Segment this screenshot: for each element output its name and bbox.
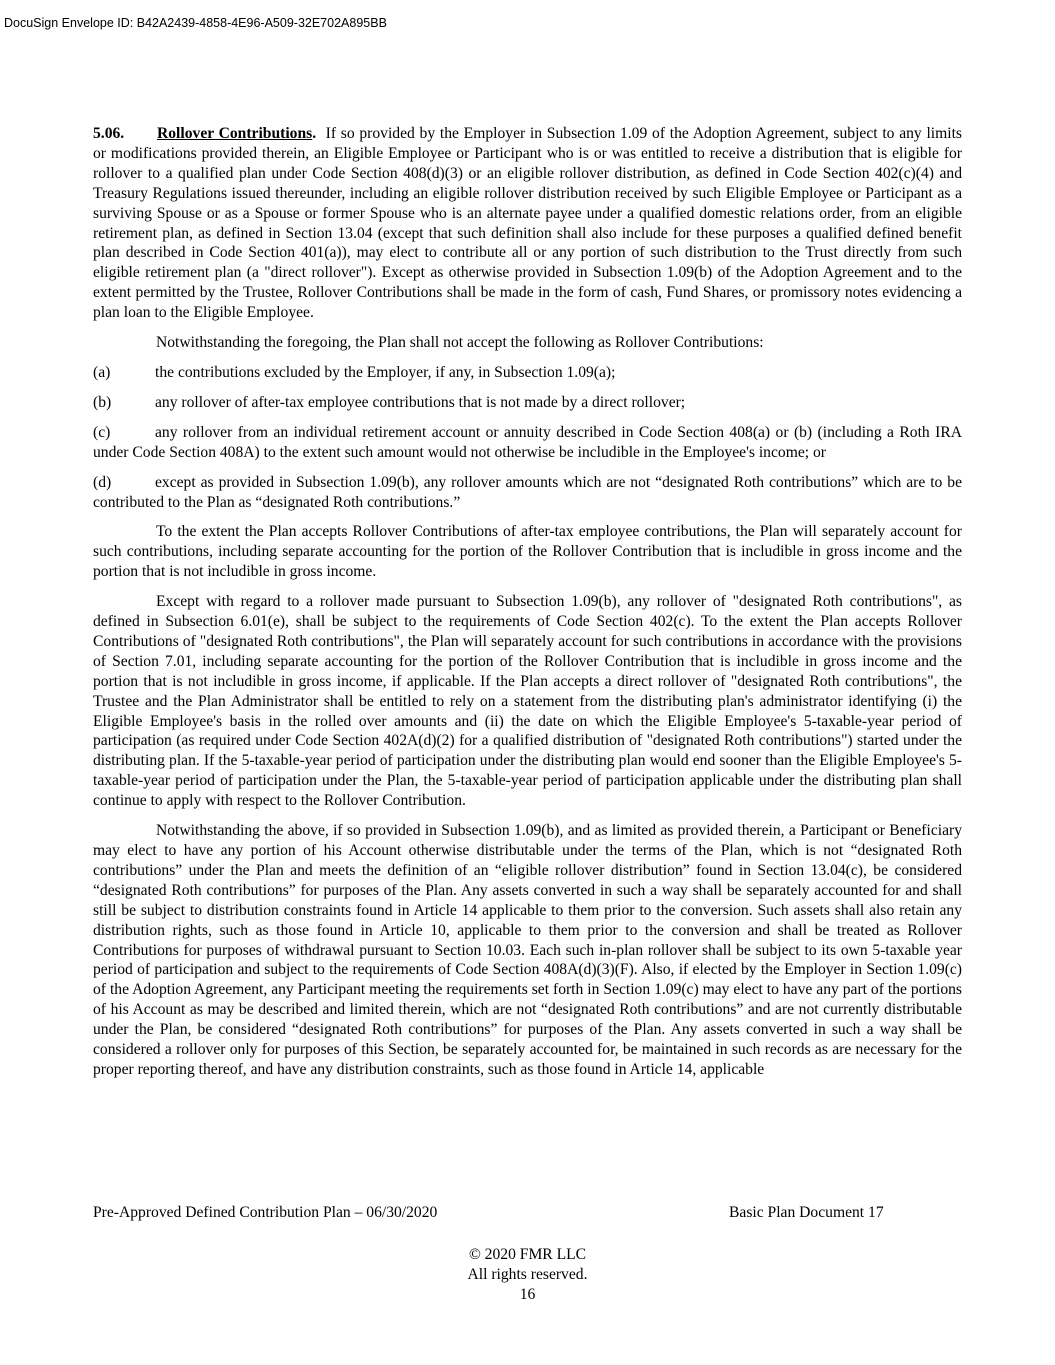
list-item-d bbox=[93, 473, 962, 513]
section-title-period: . bbox=[312, 125, 317, 142]
list-item-b bbox=[93, 393, 962, 413]
footer-copyright: © 2020 FMR LLC bbox=[468, 1246, 587, 1263]
list-mark: (c) bbox=[93, 423, 111, 441]
list-item-a bbox=[93, 363, 962, 383]
paragraph-after-tax: To the extent the Plan accepts Rollover Contributions of after-tax employee contributions, the Plan will separately account for such contributions, including separate accounting for the portion of the Rollover Contribution that is includible in gross income and the portion that is not includible in gross income. bbox=[93, 523, 962, 581]
page-number: 16 bbox=[519, 1286, 536, 1303]
notwithstanding-intro: Notwithstanding the foregoing, the Plan shall not accept the following as Rollover Contributions: bbox=[156, 334, 764, 352]
document-body bbox=[93, 124, 962, 1090]
list-text: any rollover from an individual retirement account or annuity described in Code Section 408(a) or (b) (including a Roth IRA under Code Section 408A) to the extent such amount would not otherwise be includible in the Employee's income; or bbox=[93, 423, 962, 461]
section-intro: If so provided by the Employer in Subsection 1.09 of the Adoption Agreement, subject to any limits or modifications provided therein, an Eligible Employee or Participant who is or was entitled to receive a distribution that is eligible for rollover to a qualified plan under Code Section 408(d)(3) or an eligible rollover distribution, as defined in Code Section 402(c)(4) and Treasury Regulations issued thereunder, including an eligible rollover distribution received by such Eligible Employee or Participant as a surviving Spouse or as a Spouse or former Spouse who is an alternate payee under a qualified domestic relations order, from an eligible retirement plan, as defined in Section 13.04 (except that such definition shall also include for these purposes a qualified defined benefit plan described in Code Section 401(a)), may elect to contribute all or any portion of such distribution to the Trust directly from such eligible retirement plan (a "direct rollover"). Except as otherwise provided in Subsection 1.09(b) of the Adoption Agreement and to the extent permitted by the Trustee, Rollover Contributions shall be made in the form of cash, Fund Shares, or promissory notes evidencing a plan loan to the Eligible Employee. bbox=[93, 125, 962, 322]
list-text: except as provided in Subsection 1.09(b), any rollover amounts which are not “designated Roth contributions” which are to be contributed to the Plan as “designated Roth contributions.” bbox=[93, 473, 962, 511]
footer-plan-name: Pre-Approved Defined Contribution Plan – 06/30/2020 bbox=[93, 1204, 438, 1221]
section-paragraph bbox=[93, 124, 962, 323]
list-mark: (b) bbox=[93, 393, 112, 411]
envelope-id: DocuSign Envelope ID: B42A2439-4858-4E96-A509-32E702A895BB bbox=[4, 16, 387, 30]
paragraph-in-plan-rollover: Notwithstanding the above, if so provided in Subsection 1.09(b), and as limited as provided therein, a Participant or Beneficiary may elect to have any portion of his Account otherwise distributable under the terms of the Plan, which is not “designated Roth contributions” under the Plan and meets the definition of an “eligible rollover distribution” found in Section 13.04(c), be considered “designated Roth contributions” for purposes of the Plan. Any assets converted in such a way shall be separately accounted for and shall still be subject to distribution constraints found in Article 14 applicable to them prior to the conversion. Such assets shall also retain any distribution rights, such as those found in Article 10, applicable to them prior to the conversion and shall be treated as Rollover Contributions for purposes of withdrawal pursuant to Section 10.03. Each such in-plan rollover shall be subject to its own 5-taxable year period of participation and subject to the requirements of Code Section 408A(d)(3)(F). Also, if elected by the Employer in Section 1.09(c) of the Adoption Agreement, any Participant meeting the requirements set forth in Section 1.09(c) may elect to have any part of the portions of his Account as may be described and limited therein, which are not “designated Roth contributions” and are not currently distributable under the Plan, be considered “designated Roth contributions” for purposes of the Plan. Any assets converted in such a way shall be considered a rollover only for purposes of this Section, be separately accounted for, be maintained in such records as are necessary for the proper reporting thereof, and have any distribution constraints, such as those found in Article 14, applicable bbox=[93, 822, 962, 1078]
list-mark: (a) bbox=[93, 363, 111, 381]
list-mark: (d) bbox=[93, 473, 112, 491]
section-number: 5.06. bbox=[93, 125, 125, 142]
list-item-c bbox=[93, 423, 962, 463]
footer-center bbox=[0, 1245, 1055, 1305]
footer-rights: All rights reserved. bbox=[467, 1266, 588, 1283]
footer-document-label: Basic Plan Document 17 bbox=[729, 1204, 884, 1221]
section-title: Rollover Contributions bbox=[157, 125, 313, 142]
list-text: any rollover of after-tax employee contributions that is not made by a direct rollover; bbox=[155, 393, 686, 411]
list-text: the contributions excluded by the Employer, if any, in Subsection 1.09(a); bbox=[155, 363, 616, 381]
paragraph-roth-rollover: Except with regard to a rollover made pursuant to Subsection 1.09(b), any rollover of "designated Roth contributions", as defined in Subsection 6.01(e), shall be subject to the requirements of Code Section 402(c). To the extent the Plan accepts Rollover Contributions of "designated Roth contributions", the Plan will separately account for such contributions in accordance with the provisions of Section 7.01, including separate accounting for the portion of the Rollover Contribution that is includible in gross income and the portion that is not includible in gross income, if applicable. If the Plan accepts a direct rollover of "designated Roth contributions", the Trustee and the Plan Administrator shall be entitled to rely on a statement from the distributing plan's administrator identifying (i) the Eligible Employee's basis in the rolled over amounts and (ii) the date on which the Eligible Employee's 5-taxable-year period of participation (as required under Code Section 402A(d)(2) for a qualified distribution of "designated Roth contributions") started under the distributing plan. If the 5-taxable-year period of participation under the distributing plan would end sooner than the Eligible Employee's 5-taxable-year period of participation under the Plan, the 5-taxable-year period of participation applicable under the distributing plan shall continue to apply with respect to the Rollover Contribution. bbox=[93, 593, 962, 810]
